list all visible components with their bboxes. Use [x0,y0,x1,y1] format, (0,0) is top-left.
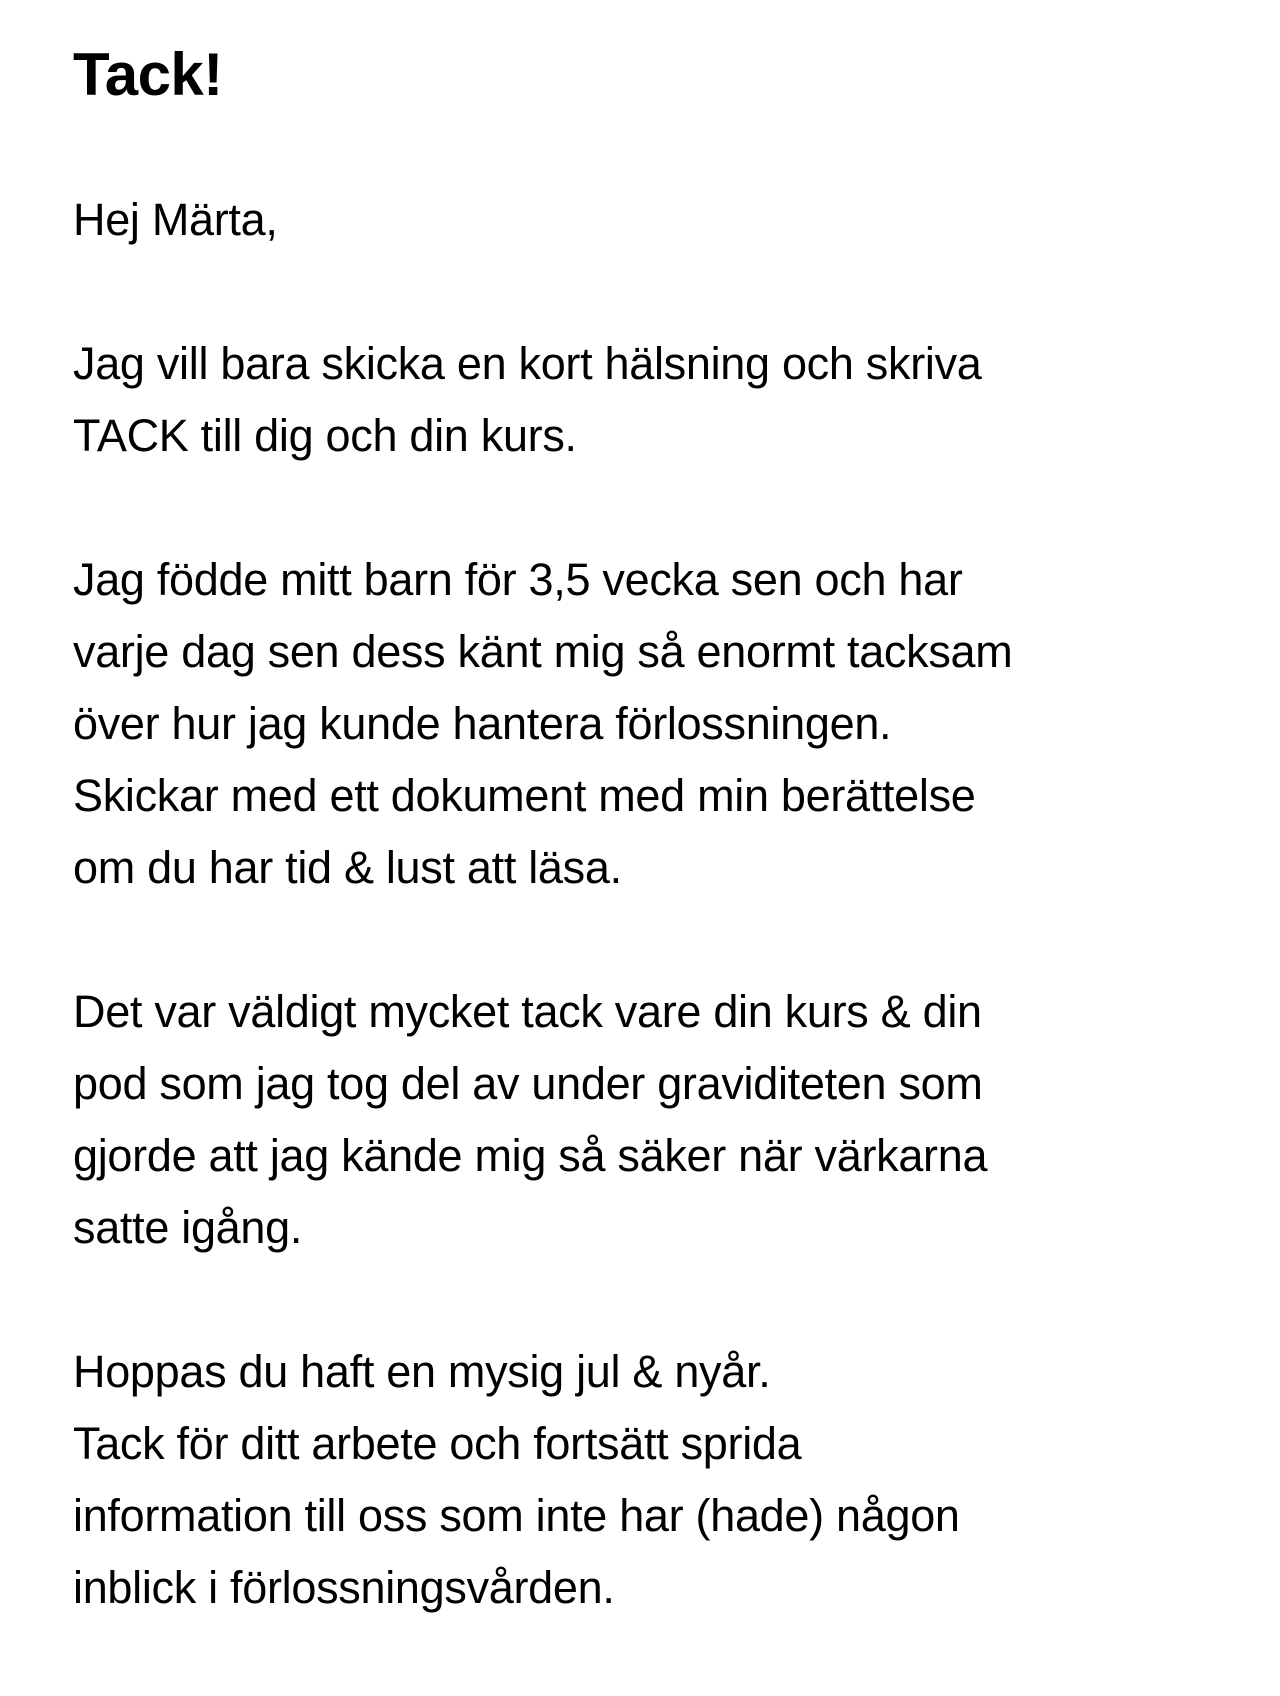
body-line: satte igång. [73,1202,303,1253]
paragraph-3 [73,976,1253,1264]
paragraph-4 [73,1336,1253,1624]
body-line: TACK till dig och din kurs. [73,410,577,461]
email-view [73,36,1253,1696]
body-line: gjorde att jag kände mig så säker när värkarna [73,1130,988,1181]
paragraph-1 [73,328,1253,472]
body-line: om du har tid & lust att läsa. [73,842,622,893]
body-line: inblick i förlossningsvården. [73,1562,615,1613]
body-line: Jag födde mitt barn för 3,5 vecka sen och har [73,554,963,605]
body-line: över hur jag kunde hantera förlossningen. [73,698,892,749]
email-subject: Tack! [73,41,223,108]
body-line: information till oss som inte har (hade) någon [73,1490,960,1541]
paragraph-2 [73,544,1253,904]
body-line: pod som jag tog del av under graviditeten som [73,1058,983,1109]
greeting-line: Hej Märta, [73,194,278,245]
email-body [73,184,1253,1624]
body-line: Hoppas du haft en mysig jul & nyår. [73,1346,771,1397]
body-line: Tack för ditt arbete och fortsätt sprida [73,1418,802,1469]
greeting [73,184,1253,256]
body-line: Skickar med ett dokument med min berättelse [73,770,976,821]
body-line: Jag vill bara skicka en kort hälsning och skriva [73,338,982,389]
body-line: Det var väldigt mycket tack vare din kurs & din [73,986,982,1037]
body-line: varje dag sen dess känt mig så enormt tacksam [73,626,1013,677]
